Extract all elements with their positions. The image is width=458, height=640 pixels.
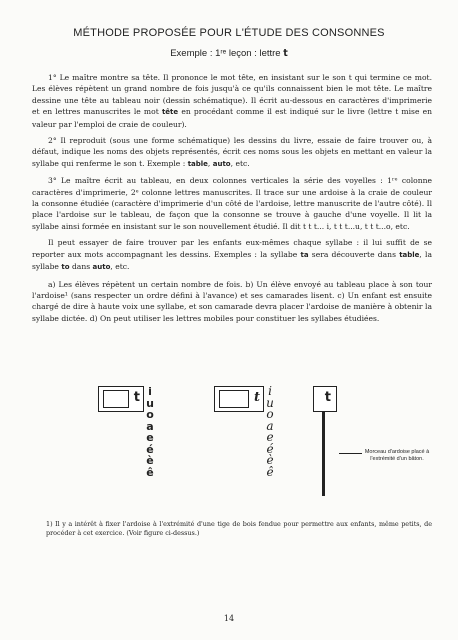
paragraph-4-text-d: dans — [71, 262, 91, 272]
vowel-print-3: a — [146, 419, 154, 433]
vowel-script-0: i — [268, 384, 272, 398]
note-pointer-line — [339, 453, 362, 454]
page-number: 14 — [223, 614, 235, 623]
vowel-print-1: u — [146, 396, 154, 410]
vowel-print-2: o — [146, 408, 154, 421]
lesson-subtitle — [0, 48, 458, 59]
paragraph-2-text-a: 2° Il reproduit (sous une forme schématique) les dessins du livre, essaie de faire trouver ou, à défaut, indique les noms des objets représentés, écrit ces noms sous les objets en mettant en valeur la syllabe qui renferme le son t. Exemple : — [32, 136, 432, 168]
slate-script — [214, 386, 264, 412]
paragraph-4-bold-table: table — [399, 250, 420, 259]
slate-stick-letter: t — [324, 390, 331, 405]
vowel-column-print — [144, 386, 156, 478]
lesson-subtitle-text: Exemple : 1ʳᵉ leçon : lettre — [170, 48, 281, 59]
page-title: MÉTHODE PROPOSÉE POUR L'ÉTUDE DES CONSONNES — [73, 27, 385, 39]
paragraph-4-bold-auto: auto — [92, 263, 111, 272]
paragraph-4 — [32, 237, 432, 273]
vowel-print-4: e — [146, 431, 154, 444]
paragraph-4-text-c: , la syllabe — [32, 249, 432, 272]
vowel-script-7: ê — [266, 464, 274, 479]
vowel-script-5: é — [266, 441, 274, 456]
footnote: 1) Il y a intérêt à fixer l'ardoise à l'extrémité d'une tige de bois fendue pour permettre aux enfants, même petits, de procéder à cet exercice. (Voir figure ci-dessus.) — [46, 520, 432, 537]
wooden-stick — [322, 412, 325, 496]
paragraph-3: 3° Le maître écrit au tableau, en deux colonnes verticales la série des voyelles : 1ʳᵉ colonne caractères d'imprimerie, 2ᵉ colonne lettres manuscrites. Il trace sur une ardoise à la craie de couleur la consonne étudiée (caractère d'imprimerie d'un côté de l'ardoise, lettre manuscrite de l'autre côté). Il place l'ardoise sur le tableau, de façon que la consonne se trouve à gauche d'une voyelle. Il lit la syllabe ainsi formée en insistant sur le son nouvellement étudié. Il dit t t t... i, t t t...u, t t t...o, etc. — [32, 176, 432, 231]
lesson-body — [32, 72, 432, 326]
paragraph-2: 2° Il reproduit (sous une forme schématique) les dessins du livre, essaie de faire trouver ou, à défaut, indique les noms des objets représentés, écrit ces noms sous les objets en mettant en valeur la syllabe qui renferme le son t. Exemple : table, auto, etc. — [32, 136, 432, 168]
vowel-print-5: é — [146, 442, 154, 456]
vowel-print-6: è — [146, 454, 154, 467]
vowel-script-4: e — [266, 430, 274, 444]
vowel-script-1: u — [266, 395, 274, 410]
paragraph-1-bold-word: tête — [161, 108, 179, 117]
vowel-script-3: a — [266, 418, 274, 433]
paragraph-4-text-e: , etc. — [110, 262, 130, 272]
paragraph-1 — [32, 72, 432, 130]
slate-figure — [0, 386, 458, 506]
paragraph-1-text-b: en procédant comme il est indiqué sur le livre (lettre t mise en valeur par l'emploi de craie de couleur). — [32, 107, 433, 129]
slate-script-letter: t — [253, 390, 260, 405]
paragraph-2-bold-auto: auto — [212, 159, 231, 168]
figure-note: Morceau d'ardoise placé à l'extrémité d'un bâton. — [364, 449, 430, 462]
vowel-column-script — [264, 386, 276, 478]
vowel-print-0: i — [148, 385, 152, 398]
paragraph-2-text-b: , etc. — [230, 158, 250, 168]
paragraph-1-text-a: 1° Le maître montre sa tête. Il prononce le mot tête, en insistant sur le son t qui termine ce mot. Les élèves répètent un grand nombre de fois jusqu'à ce qu'ils connaissent bien le mot tête. Le maître dessine une tête au tableau noir (dessin schématique). Il écrit au-dessous en caractères d'imprimerie et en lettres manuscrites le mot — [32, 73, 432, 117]
slate-on-stick — [313, 386, 337, 412]
lesson-letter: t — [283, 48, 288, 59]
vowel-script-2: o — [266, 407, 274, 421]
vowel-print-7: ê — [146, 465, 154, 479]
vowel-script-6: è — [266, 453, 274, 467]
paragraph-4-bold-ta: ta — [300, 250, 309, 259]
slate-script-frame — [219, 390, 249, 408]
paragraph-4-bold-to: to — [61, 263, 70, 272]
slate-print-frame — [103, 390, 129, 408]
paragraph-2-bold-table: table — [187, 159, 208, 168]
paragraph-5: a) Les élèves répètent un certain nombre de fois. b) Un élève envoyé au tableau place à son tour l'ardoise¹ (sans respecter un ordre défini à l'avance) et ses camarades lisent. c) Un enfant est ensuite chargé de dire à haute voix une syllabe, et son camarade devra placer l'ardoise de manière à obtenir la syllabe dictée. d) On peut utiliser les lettres mobiles pour constituer les syllabes étudiées. — [32, 279, 432, 323]
paragraph-4-text-a: Il peut essayer de faire trouver par les enfants eux-mêmes chaque syllabe : il lui suffit de se reporter aux mots accompagnant les dessins. Exemples : la syllabe — [32, 238, 432, 259]
paragraph-4-text-b: sera découverte dans — [311, 249, 396, 259]
slate-print-letter: t — [133, 390, 140, 405]
slate-print — [98, 386, 144, 412]
